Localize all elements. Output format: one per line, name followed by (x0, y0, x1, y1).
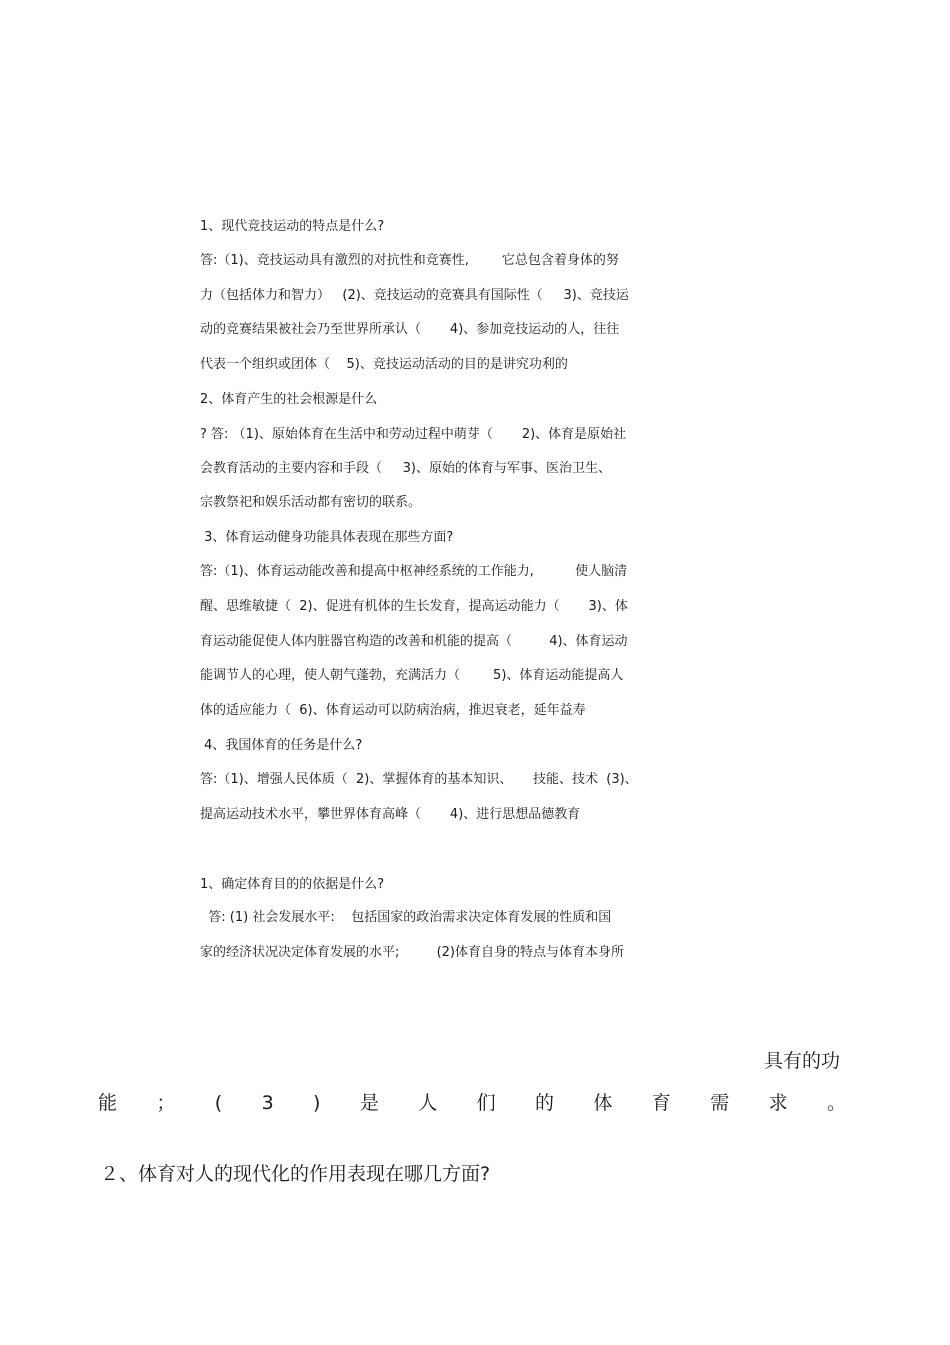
text-line: 动的竞赛结果被社会乃至世界所承认（ 4)、参加竞技运动的人，往往 (200, 322, 620, 337)
spread-char: 能 (98, 1092, 118, 1114)
spread-char: 需 (710, 1092, 730, 1114)
spread-char: 育 (651, 1092, 671, 1114)
text-line: 育运动能促使人体内脏器官构造的改善和机能的提高（ 4)、体育运动 (200, 634, 628, 649)
spread-char: 。 (826, 1092, 846, 1114)
text-line: 4、我国体育的任务是什么? (200, 738, 363, 753)
spread-char: ； (156, 1092, 176, 1114)
text-line-large: 具有的功 (763, 1050, 840, 1072)
text-line: 答: (1) 社会发展水平: 包括国家的政治需求决定体育发展的性质和国 (200, 910, 612, 925)
text-line: 代表一个组织或团体（ 5)、竞技运动活动的目的是讲究功利的 (200, 357, 568, 372)
text-line: 3、体育运动健身功能具体表现在那些方面? (200, 530, 454, 545)
text-line: 宗教祭祀和娱乐活动都有密切的联系。 (200, 495, 422, 510)
spread-char: 求 (768, 1092, 788, 1114)
text-line: 答:（1)、体育运动能改善和提高中枢神经系统的工作能力, 使人脑清 (200, 564, 628, 579)
text-line: 1、确定体育目的的依据是什么? (200, 877, 385, 892)
text-line: 家的经济状况决定体育发展的水平; (2)体育自身的特点与体育本身所 (200, 945, 624, 960)
spread-char: 的 (535, 1092, 555, 1114)
spread-char: 3 (261, 1092, 274, 1114)
text-line: 会教育活动的主要内容和手段（ 3)、原始的体育与军事、医治卫生、 (200, 461, 612, 476)
text-line: 答:（1)、竞技运动具有激烈的对抗性和竞赛性, 它总包含着身体的努 (200, 253, 619, 268)
spread-char: 体 (593, 1092, 613, 1114)
text-line: 醒、思维敏捷（ 2)、促进有机体的生长发育，提高运动能力（ 3)、体 (200, 599, 628, 614)
spread-text-line (98, 1090, 846, 1116)
text-line: 体的适应能力（ 6)、体育运动可以防病治病，推迟衰老，延年益寿 (200, 703, 586, 718)
text-line: 提高运动技术水平，攀世界体育高峰（ 4)、进行思想品德教育 (200, 807, 581, 822)
text-line: 力（包括体力和智力） (2)、竞技运动的竞赛具有国际性（ 3)、竞技运 (200, 288, 629, 303)
question-heading: ２、体育对人的现代化的作用表现在哪几方面? (100, 1163, 491, 1185)
spread-char: ( (214, 1092, 223, 1114)
spread-char: ) (313, 1092, 321, 1114)
text-line: 能调节人的心理，使人朝气蓬勃，充满活力（ 5)、体育运动能提高人 (200, 668, 624, 683)
text-line: 2、体育产生的社会根源是什么 (200, 392, 378, 407)
text-line: 答:（1)、增强人民体质（ 2)、掌握体育的基本知识、 技能、技术 (3)、 (200, 772, 638, 787)
text-line: 1、现代竞技运动的特点是什么? (200, 219, 385, 234)
spread-char: 是 (359, 1092, 379, 1114)
text-line: ? 答: （1)、原始体育在生活中和劳动过程中萌芽（ 2)、体育是原始社 (200, 427, 627, 442)
spread-char: 们 (476, 1092, 496, 1114)
spread-char: 人 (418, 1092, 438, 1114)
